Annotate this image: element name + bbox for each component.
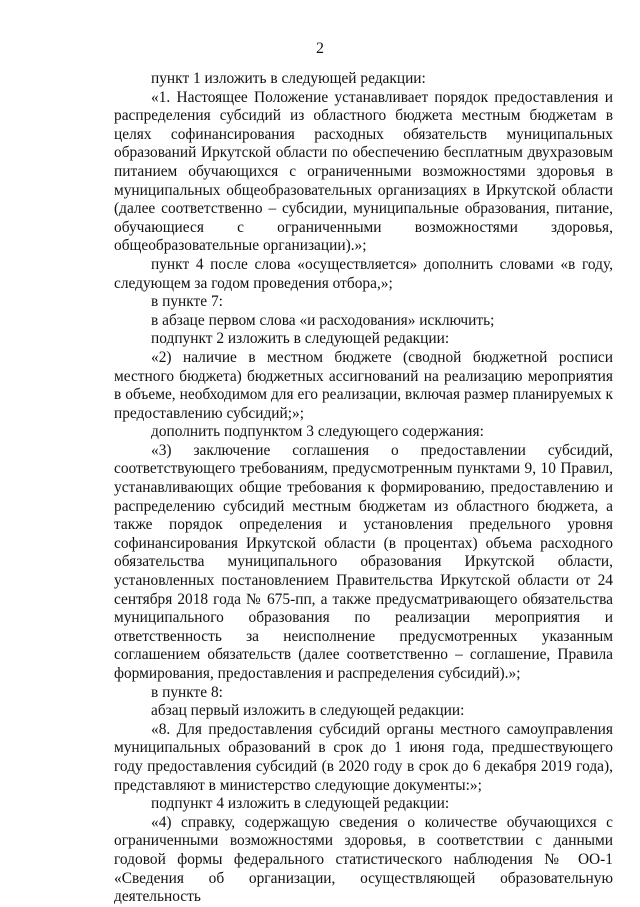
paragraph: пункт 4 после слова «осуществляется» дополнить словами «в году, следующем за годом проведения отбора,»; (114, 255, 613, 292)
document-body (114, 70, 613, 907)
paragraph: пункт 1 изложить в следующей редакции: (151, 70, 426, 87)
paragraph: в пункте 8: (151, 683, 223, 701)
paragraph: дополнить подпунктом 3 следующего содержания: (151, 423, 484, 441)
paragraph: «4) справку, содержащую сведения о количестве обучающихся с ограниченными возможностями здоровья, в соответствии с данными годовой формы федерального статистического наблюдения № ОО-1 «Сведения об организации, осуществляющей образовательную деятельность (114, 813, 613, 906)
paragraph: абзац первый изложить в следующей редакции: (151, 702, 465, 720)
paragraph: подпункт 2 изложить в следующей редакции: (151, 330, 450, 348)
paragraph: «3) заключение соглашения о предоставлении субсидий, соответствующего требованиям, предусмотренным пунктами 9, 10 Правил, устанавливающих общие требования к формированию, предоставлению и распределению субсидий местным бюджетам из областного бюджета, а также порядок определения и установления предельного уровня софинансирования Иркутской области (в процентах) объема расходного обязательства муниципального образования Иркутской области, установленных постановлением Правительства Иркутской области от 24 сентября 2018 года № 675-пп, а также предусматривающего обязательства муниципального образования по реализации мероприятия и ответственность за неисполнение предусмотренных указанным соглашением обязательств (далее соответственно – соглашение, Правила формирования, предоставления и распределения субсидий).»; (114, 441, 613, 682)
paragraph: в пункте 7: (151, 293, 223, 311)
paragraph: подпункт 4 изложить в следующей редакции: (151, 795, 450, 813)
page-number: 2 (316, 40, 324, 57)
paragraph: в абзаце первом слова «и расходования» исключить; (151, 311, 495, 329)
paragraph: «2) наличие в местном бюджете (сводной бюджетной росписи местного бюджета) бюджетных ассигнований на реализацию мероприятия в объеме, необходимом для его реализации, включая размер планируемых к предоставлению субсидий;»; (114, 348, 613, 422)
paragraph: «1. Настоящее Положение устанавливает порядок предоставления и распределения субсидий из областного бюджета местным бюджетам в целях софинансирования расходных обязательств муниципальных образований Иркутской области по обеспечению бесплатным двухразовым питанием обучающихся с ограниченными возможностями здоровья в муниципальных общеобразовательных организациях в Иркутской области (далее соответственно – субсидии, муниципальные образования, питание, обучающиеся с ограниченными возможностями здоровья, общеобразовательные организации).»; (114, 88, 613, 255)
paragraph: «8. Для предоставления субсидий органы местного самоуправления муниципальных образований в срок до 1 июня года, предшествующего году предоставления субсидий (в 2020 году в срок до 6 декабря 2019 года), представляют в министерство следующие документы:»; (114, 720, 613, 794)
